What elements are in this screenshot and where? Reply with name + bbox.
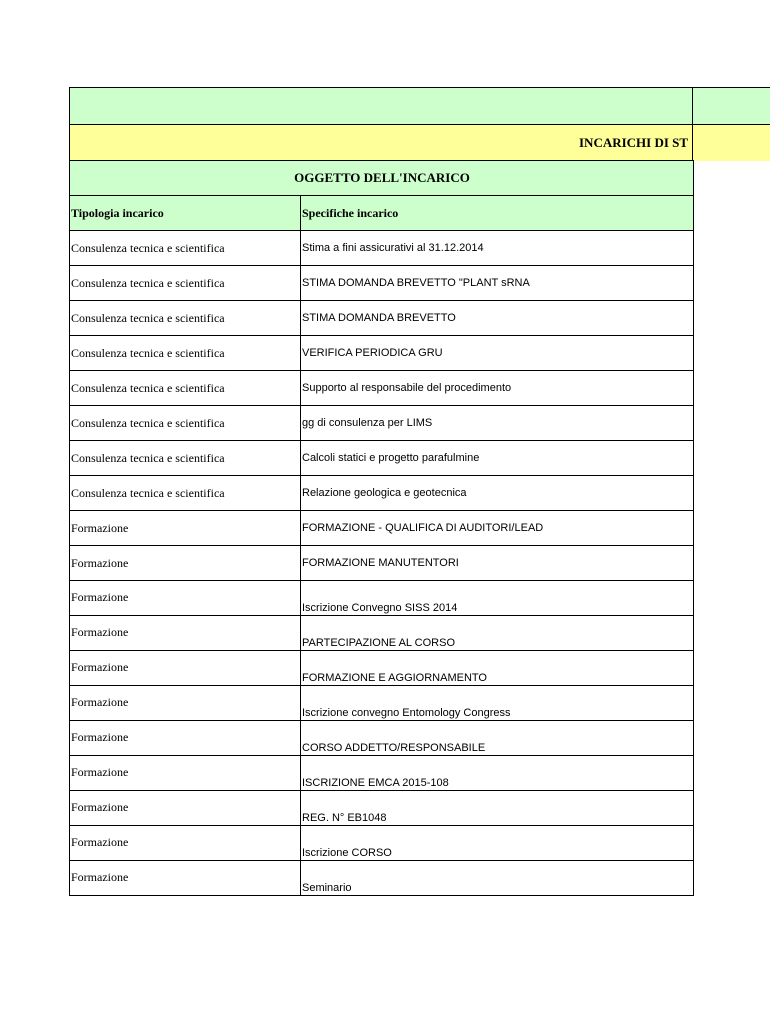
- table-row: [70, 511, 694, 546]
- table-row: [70, 826, 694, 861]
- specifiche-cell: Calcoli statici e progetto parafulmine: [301, 441, 694, 476]
- specifiche-cell: Iscrizione Convegno SISS 2014: [301, 581, 694, 616]
- tipologia-cell: Formazione: [70, 826, 301, 861]
- top-green-band: [69, 87, 770, 124]
- tipologia-cell: Consulenza tecnica e scientifica: [70, 301, 301, 336]
- specifiche-column-header: Specifiche incarico: [301, 196, 694, 231]
- table-row: [70, 861, 694, 896]
- specifiche-cell: Supporto al responsabile del procedimento: [301, 371, 694, 406]
- tipologia-cell: Formazione: [70, 616, 301, 651]
- tipologia-cell: Consulenza tecnica e scientifica: [70, 266, 301, 301]
- specifiche-cell: Relazione geologica e geotecnica: [301, 476, 694, 511]
- table-row: [70, 756, 694, 791]
- tipologia-cell: Consulenza tecnica e scientifica: [70, 371, 301, 406]
- oggetto-header: OGGETTO DELL'INCARICO: [70, 161, 694, 196]
- tipologia-cell: Formazione: [70, 791, 301, 826]
- table-row: [70, 476, 694, 511]
- table-row: [70, 686, 694, 721]
- table-row: [70, 371, 694, 406]
- specifiche-cell: ISCRIZIONE EMCA 2015-108: [301, 756, 694, 791]
- specifiche-cell: FORMAZIONE - QUALIFICA DI AUDITORI/LEAD: [301, 511, 694, 546]
- incarichi-table: [69, 160, 694, 896]
- specifiche-cell: FORMAZIONE MANUTENTORI: [301, 546, 694, 581]
- table-row: [70, 616, 694, 651]
- specifiche-cell: FORMAZIONE E AGGIORNAMENTO: [301, 651, 694, 686]
- tipologia-cell: Formazione: [70, 686, 301, 721]
- title-cell: [69, 124, 693, 161]
- table-row: [70, 336, 694, 371]
- tipologia-cell: Formazione: [70, 581, 301, 616]
- table-row: [70, 651, 694, 686]
- specifiche-cell: REG. N° EB1048: [301, 791, 694, 826]
- specifiche-cell: Iscrizione convegno Entomology Congress: [301, 686, 694, 721]
- table-row: [70, 721, 694, 756]
- header-row-oggetto: [70, 161, 694, 196]
- tipologia-cell: Formazione: [70, 546, 301, 581]
- table-row: [70, 301, 694, 336]
- tipologia-cell: Formazione: [70, 861, 301, 896]
- tipologia-cell: Consulenza tecnica e scientifica: [70, 441, 301, 476]
- column-divider: [692, 87, 693, 124]
- tipologia-cell: Formazione: [70, 721, 301, 756]
- table-row: [70, 266, 694, 301]
- table-row: [70, 231, 694, 266]
- table-row: [70, 441, 694, 476]
- specifiche-cell: STIMA DOMANDA BREVETTO: [301, 301, 694, 336]
- specifiche-cell: gg di consulenza per LIMS: [301, 406, 694, 441]
- tipologia-cell: Consulenza tecnica e scientifica: [70, 231, 301, 266]
- page-title: INCARICHI DI ST: [579, 135, 689, 150]
- tipologia-column-header: Tipologia incarico: [70, 196, 301, 231]
- specifiche-cell: Seminario: [301, 861, 694, 896]
- specifiche-cell: PARTECIPAZIONE AL CORSO: [301, 616, 694, 651]
- tipologia-cell: Formazione: [70, 651, 301, 686]
- tipologia-cell: Consulenza tecnica e scientifica: [70, 406, 301, 441]
- specifiche-cell: STIMA DOMANDA BREVETTO "PLANT sRNA: [301, 266, 694, 301]
- table-row: [70, 791, 694, 826]
- header-row-columns: [70, 196, 694, 231]
- table-row: [70, 581, 694, 616]
- table-row: [70, 406, 694, 441]
- tipologia-cell: Consulenza tecnica e scientifica: [70, 476, 301, 511]
- tipologia-cell: Formazione: [70, 756, 301, 791]
- specifiche-cell: VERIFICA PERIODICA GRU: [301, 336, 694, 371]
- specifiche-cell: CORSO ADDETTO/RESPONSABILE: [301, 721, 694, 756]
- specifiche-cell: Iscrizione CORSO: [301, 826, 694, 861]
- specifiche-cell: Stima a fini assicurativi al 31.12.2014: [301, 231, 694, 266]
- tipologia-cell: Formazione: [70, 511, 301, 546]
- table-row: [70, 546, 694, 581]
- tipologia-cell: Consulenza tecnica e scientifica: [70, 336, 301, 371]
